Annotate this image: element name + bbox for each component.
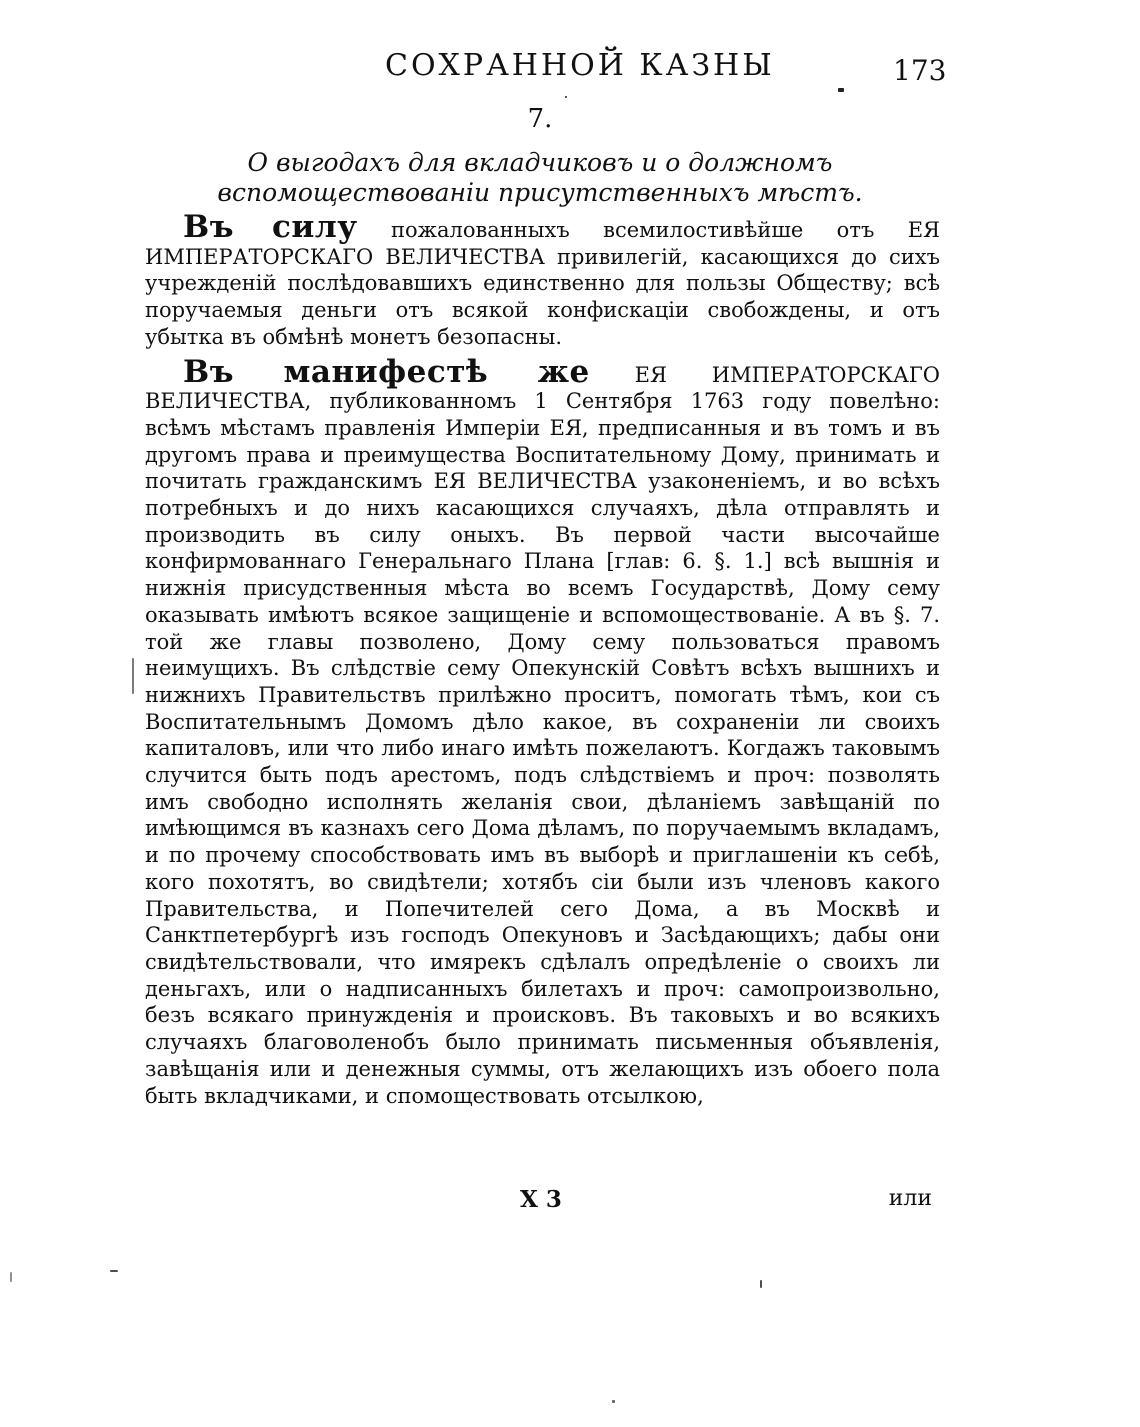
print-speck <box>612 1400 615 1403</box>
paragraph-1-lead: Въ силу <box>183 209 358 245</box>
footer-line <box>145 1186 940 1216</box>
paragraph-2 <box>145 353 940 1110</box>
paragraph-1-text: пожалованныхъ всемилостивѣйше отъ ЕЯ ИМПЕРАТОРСКАГО ВЕЛИЧЕСТВА привилегій, касающихся до сихъ учрежденій послѣдовавшихъ единственно для пользы Обществу; всѣ поручаемыя деньги отъ всякой конфискаціи свобождены, и отъ убытка въ обмѣнѣ монетъ безопасны. <box>145 218 941 349</box>
paragraph-2-lead: Въ манифестѣ же <box>183 353 590 390</box>
catchword: или <box>888 1186 932 1211</box>
paragraph-2-text: ЕЯ ИМПЕРАТОРСКАГО ВЕЛИЧЕСТВА, публикованномъ 1 Сентября 1763 году повелѣно: всѣмъ мѣстамъ правленія Имперіи ЕЯ, предписанныя и въ томъ и въ другомъ права и преимущества Воспитательному Дому, принимать и почитать гражданскимъ ЕЯ ВЕЛИЧЕСТВА узаконеніемъ, и во всѣхъ потребныхъ и до нихъ касающихся случаяхъ, дѣла отправлять и производить въ силу оныхъ. Въ первой части высочайше конфирмованнаго Генеральнаго Плана [глав: 6. §. 1.] всѣ вышнія и нижнія присудственныя мѣста во всемъ Государствѣ, Дому сему оказывать имѣютъ всякое защищеніе и вспомоществованіе. А въ §. 7. той же главы позволено, Дому сему пользоваться правомъ неимущихъ. Въ слѣдствіе сему Опекунскій Совѣтъ всѣхъ вышнихъ и нижнихъ Правительствъ прилѣжно проситъ, помогать тѣмъ, кои съ Воспитательнымъ Домомъ дѣло какое, въ сохраненіи ли своихъ капиталовъ, или что либо инаго имѣть пожелаютъ. Когдажъ таковымъ случится быть подъ арестомъ, подъ слѣдствіемъ и проч: позволять имъ свободно исполнять желанія свои, дѣланіемъ завѣщаній по имѣющимся въ казнахъ сего Дома дѣламъ, по поручаемымъ вкладамъ, и по прочему способствовать имъ въ выборѣ и приглашеніи къ себѣ, кого похотятъ, во свидѣтели; хотябъ сіи были изъ членовъ какого Правительства, и Попечителей сего Дома, а въ Москвѣ и Санктпетербургѣ изъ господъ Опекуновъ и Засѣдающихъ; дабы они свидѣтельствовали, что имярекъ сдѣлалъ опредѣленіе о своихъ ли деньгахъ, или о надписанныхъ билетахъ и проч: самопроизвольно, безъ всякаго принужденія и происковъ. Въ таковыхъ и во всякихъ случаяхъ благоволенобъ было принимать письменныя объявленія, завѣщанія или и денежныя суммы, отъ желающихъ изъ обоего пола быть вкладчиками, и спомоществовать отсылкою, <box>145 362 940 1108</box>
running-title: СОХРАННОЙ КАЗНЫ <box>385 48 775 83</box>
print-speck <box>760 1280 762 1288</box>
body-text <box>145 209 941 1111</box>
page-number: 173 <box>893 54 947 87</box>
paragraph-1 <box>145 209 941 351</box>
print-speck <box>10 1272 12 1282</box>
print-speck <box>110 1270 118 1272</box>
running-head <box>0 40 1140 90</box>
print-speck <box>838 88 844 92</box>
section-number: 7. <box>527 104 553 134</box>
print-speck <box>132 658 134 694</box>
section-heading: О выгодахъ для вкладчиковъ и о должномъ вспомоществованіи присутственныхъ мѣстъ. <box>217 148 863 207</box>
print-speck <box>565 96 567 98</box>
signature-mark: X 3 <box>520 1186 562 1213</box>
